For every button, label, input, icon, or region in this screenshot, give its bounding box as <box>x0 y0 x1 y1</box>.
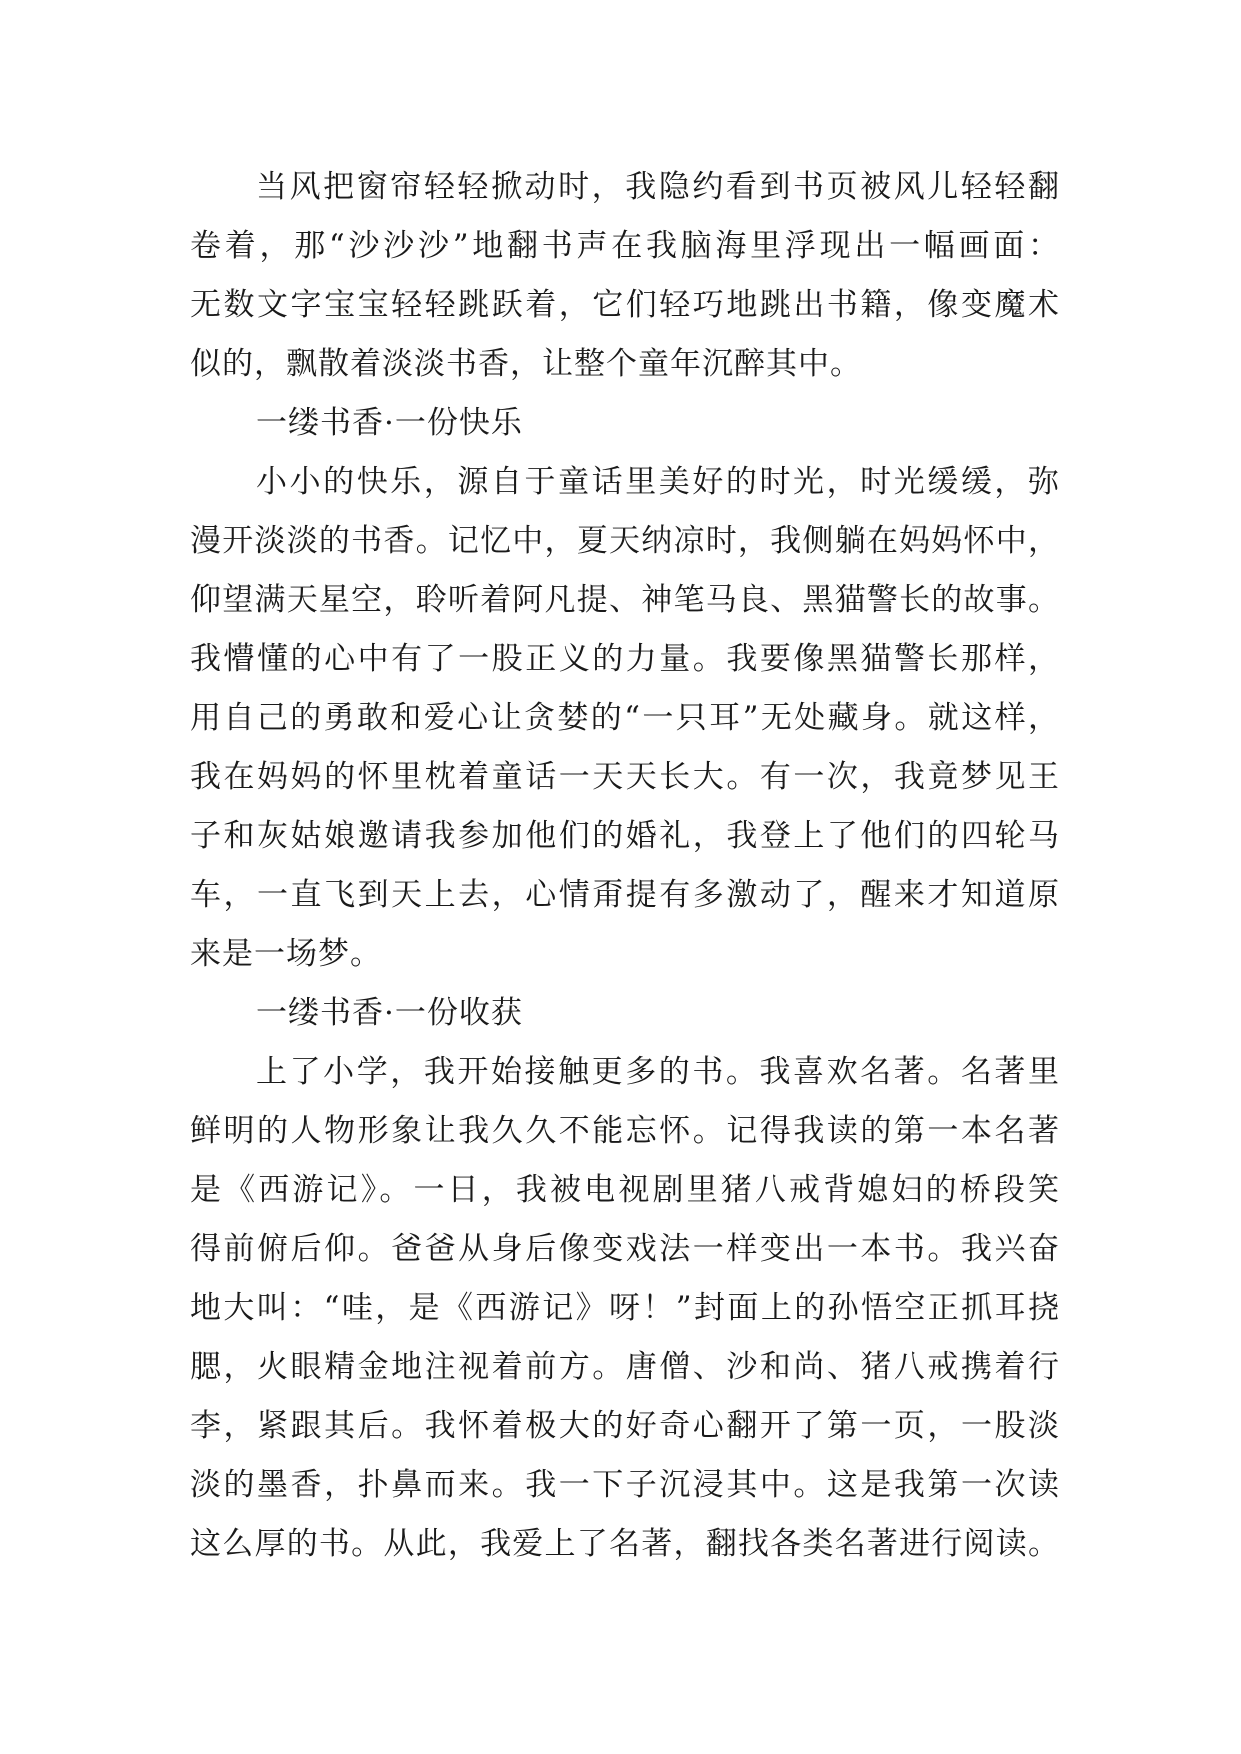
text-line: 这么厚的书。从此，我爱上了名著，翻找各类名著进行阅读。 <box>190 1526 1060 1562</box>
text-line: 小小的快乐，源自于童话里美好的时光，时光缓缓，弥 <box>256 464 1060 500</box>
text-line: 淡的墨香，扑鼻而来。我一下子沉浸其中。这是我第一次读 <box>190 1467 1060 1503</box>
text-line: 我在妈妈的怀里枕着童话一天天长大。有一次，我竟梦见王 <box>190 759 1060 795</box>
text-line: 卷着，那“沙沙沙”地翻书声在我脑海里浮现出一幅画面： <box>190 228 1060 264</box>
document-body <box>190 158 1060 1574</box>
text-line: 漫开淡淡的书香。记忆中，夏天纳凉时，我侧躺在妈妈怀中， <box>190 523 1060 559</box>
text-line: 似的，飘散着淡淡书香，让整个童年沉醉其中。 <box>190 346 862 382</box>
text-line: 一缕书香·一份快乐 <box>256 405 523 441</box>
text-line: 子和灰姑娘邀请我参加他们的婚礼，我登上了他们的四轮马 <box>190 818 1060 854</box>
text-line: 一缕书香·一份收获 <box>256 995 523 1031</box>
text-line: 无数文字宝宝轻轻跳跃着，它们轻巧地跳出书籍，像变魔术 <box>190 287 1060 323</box>
text-line: 上了小学，我开始接触更多的书。我喜欢名著。名著里 <box>256 1054 1060 1090</box>
text-line: 是《西游记》。一日，我被电视剧里猪八戒背媳妇的桥段笑 <box>190 1172 1060 1208</box>
text-line: 腮，火眼精金地注视着前方。唐僧、沙和尚、猪八戒携着行 <box>190 1349 1060 1385</box>
text-line: 来是一场梦。 <box>190 936 382 972</box>
text-line: 车，一直飞到天上去，心情甭提有多激动了，醒来才知道原 <box>190 877 1060 913</box>
text-line: 李，紧跟其后。我怀着极大的好奇心翻开了第一页，一股淡 <box>190 1408 1060 1444</box>
text-line: 鲜明的人物形象让我久久不能忘怀。记得我读的第一本名著 <box>190 1113 1060 1149</box>
text-line: 地大叫：“哇，是《西游记》呀！”封面上的孙悟空正抓耳挠 <box>190 1290 1060 1326</box>
text-line: 我懵懂的心中有了一股正义的力量。我要像黑猫警长那样， <box>190 641 1060 677</box>
text-line: 仰望满天星空，聆听着阿凡提、神笔马良、黑猫警长的故事。 <box>190 582 1060 618</box>
text-line: 当风把窗帘轻轻掀动时，我隐约看到书页被风儿轻轻翻 <box>256 169 1060 205</box>
text-line: 得前俯后仰。爸爸从身后像变戏法一样变出一本书。我兴奋 <box>190 1231 1060 1267</box>
text-line: 用自己的勇敢和爱心让贪婪的“一只耳”无处藏身。就这样， <box>190 700 1060 736</box>
